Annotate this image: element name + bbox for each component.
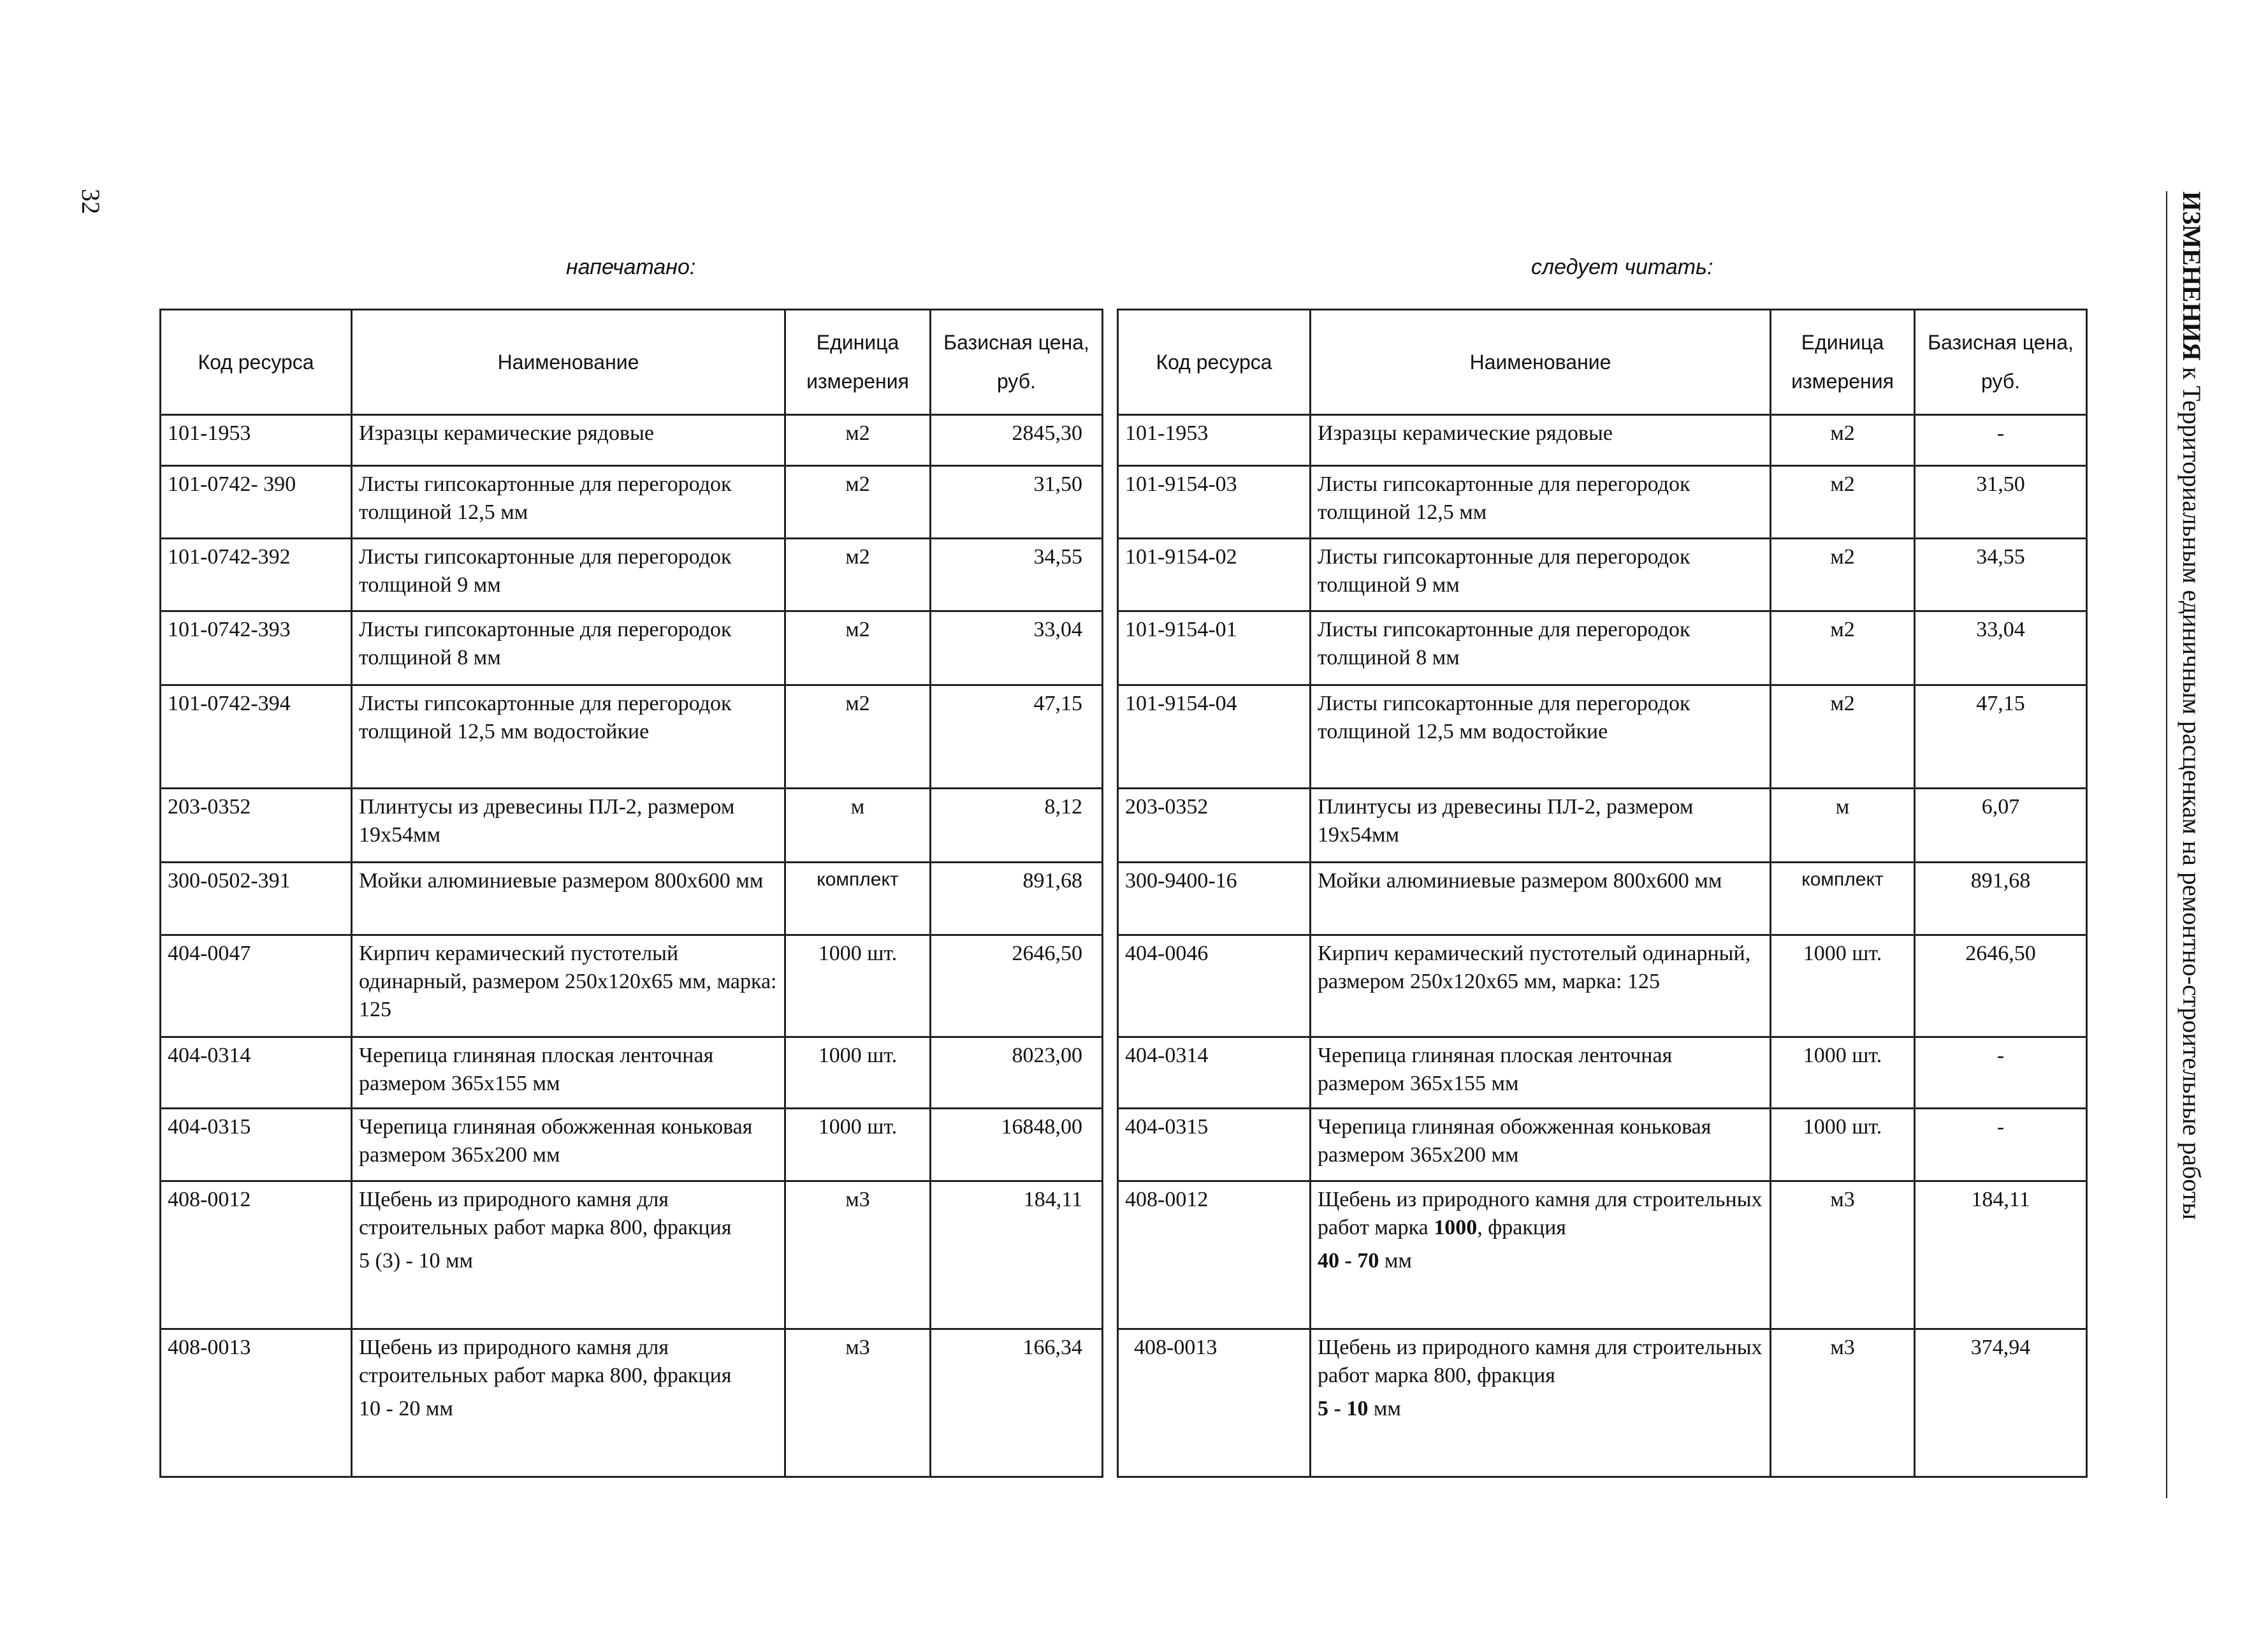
price-cell: 6,07	[1915, 789, 2087, 863]
name-cell: Листы гипсокартонные для перегородок толщиной 9 мм	[352, 539, 785, 611]
table-row	[1118, 1109, 2087, 1181]
unit-cell: комплект	[785, 863, 931, 935]
unit-cell: м2	[785, 415, 931, 466]
code-cell: 101-9154-04	[1118, 685, 1311, 789]
name-cell: Листы гипсокартонные для перегородок толщиной 8 мм	[1311, 611, 1771, 685]
header-price: Базисная цена, руб.	[931, 310, 1103, 415]
unit-cell: м2	[785, 611, 931, 685]
fraction-unit: мм	[1379, 1249, 1412, 1273]
header-name: Наименование	[352, 310, 785, 415]
price-cell: 16848,00	[931, 1109, 1103, 1181]
fraction-text: 10 - 20 мм	[359, 1397, 453, 1421]
price-cell: 891,68	[931, 863, 1103, 935]
unit-cell: м	[1771, 789, 1915, 863]
unit-cell: м2	[1771, 415, 1915, 466]
table-row	[161, 1181, 1103, 1329]
code-cell: 404-0047	[161, 935, 352, 1037]
running-header	[2177, 191, 2207, 1220]
unit-cell: м2	[1771, 611, 1915, 685]
unit-cell: м2	[785, 466, 931, 539]
running-header-text: к Территориальным единичным расценкам на ремонтно-строительные работы	[2177, 360, 2206, 1220]
price-cell: 166,34	[931, 1329, 1103, 1477]
code-cell: 404-0314	[161, 1037, 352, 1109]
unit-cell: 1000 шт.	[785, 1037, 931, 1109]
table-row	[1118, 863, 2087, 935]
table-row	[161, 685, 1103, 789]
name-cell: Кирпич керамический пустотелый одинарный, размером 250х120х65 мм, марка: 125	[352, 935, 785, 1037]
table-row	[161, 789, 1103, 863]
caption-printed: напечатано:	[566, 255, 696, 279]
table-row	[161, 415, 1103, 466]
unit-cell: м2	[1771, 685, 1915, 789]
fraction-text	[1318, 1395, 1763, 1423]
corrected-table	[1117, 309, 2088, 1478]
table-row	[1118, 539, 2087, 611]
name-cell: Кирпич керамический пустотелый одинарный, размером 250х120х65 мм, марка: 125	[1311, 935, 1771, 1037]
table-row	[1118, 466, 2087, 539]
fraction-unit: мм	[1368, 1397, 1401, 1421]
price-cell: 2646,50	[931, 935, 1103, 1037]
price-cell: -	[1915, 415, 2087, 466]
name-cell: Листы гипсокартонные для перегородок толщиной 9 мм	[1311, 539, 1771, 611]
unit-cell: м	[785, 789, 931, 863]
header-code: Код ресурса	[161, 310, 352, 415]
unit-cell: 1000 шт.	[1771, 935, 1915, 1037]
table-row	[161, 863, 1103, 935]
name-text-tail: , фракция	[1477, 1216, 1566, 1240]
price-cell: 31,50	[931, 466, 1103, 539]
name-cell: Черепица глиняная обожженная коньковая размером 365х200 мм	[352, 1109, 785, 1181]
name-cell	[1311, 1329, 1771, 1477]
table-header-row	[161, 310, 1103, 415]
name-cell: Черепица глиняная плоская ленточная размером 365х155 мм	[352, 1037, 785, 1109]
table-header-row	[1118, 310, 2087, 415]
unit-cell: м3	[1771, 1329, 1915, 1477]
unit-cell: 1000 шт.	[785, 1109, 931, 1181]
header-name: Наименование	[1311, 310, 1771, 415]
code-cell: 101-0742- 390	[161, 466, 352, 539]
fraction-value: 40 - 70	[1318, 1249, 1379, 1273]
price-cell: 8,12	[931, 789, 1103, 863]
name-cell: Черепица глиняная плоская ленточная размером 365х155 мм	[1311, 1037, 1771, 1109]
header-price: Базисная цена, руб.	[1915, 310, 2087, 415]
unit-cell: м2	[1771, 466, 1915, 539]
price-cell: 891,68	[1915, 863, 2087, 935]
unit-cell: 1000 шт.	[1771, 1109, 1915, 1181]
table-row	[161, 1109, 1103, 1181]
price-cell: 184,11	[1915, 1181, 2087, 1329]
fraction-text: 5 (3) - 10 мм	[359, 1249, 473, 1273]
table-row	[161, 611, 1103, 685]
running-header-bold: ИЗМЕНЕНИЯ	[2177, 191, 2206, 361]
name-cell: Изразцы керамические рядовые	[1311, 415, 1771, 466]
name-cell: Черепица глиняная обожженная коньковая размером 365х200 мм	[1311, 1109, 1771, 1181]
table-row	[1118, 935, 2087, 1037]
name-cell: Мойки алюминиевые размером 800х600 мм	[352, 863, 785, 935]
code-cell: 101-1953	[161, 415, 352, 466]
fraction-text	[1318, 1247, 1763, 1275]
page-number: 32	[76, 189, 105, 214]
name-cell	[1311, 1181, 1771, 1329]
table-row	[1118, 1329, 2087, 1477]
code-cell: 203-0352	[161, 789, 352, 863]
table-row	[161, 1329, 1103, 1477]
code-cell: 408-0013	[161, 1329, 352, 1477]
table-row	[1118, 1181, 2087, 1329]
code-cell: 300-9400-16	[1118, 863, 1311, 935]
price-cell: 2845,30	[931, 415, 1103, 466]
price-cell: 33,04	[1915, 611, 2087, 685]
unit-cell: м3	[1771, 1181, 1915, 1329]
code-cell: 404-0046	[1118, 935, 1311, 1037]
price-cell: 374,94	[1915, 1329, 2087, 1477]
table-row	[161, 1037, 1103, 1109]
code-cell: 101-0742-394	[161, 685, 352, 789]
name-cell: Листы гипсокартонные для перегородок толщиной 12,5 мм водостойкие	[1311, 685, 1771, 789]
name-cell: Плинтусы из древесины ПЛ-2, размером 19х54мм	[352, 789, 785, 863]
table-row	[1118, 611, 2087, 685]
caption-should-read: следует читать:	[1531, 255, 1713, 279]
name-cell: Изразцы керамические рядовые	[352, 415, 785, 466]
unit-cell: м2	[1771, 539, 1915, 611]
code-cell: 300-0502-391	[161, 863, 352, 935]
price-cell: 34,55	[1915, 539, 2087, 611]
table-row	[1118, 415, 2087, 466]
name-cell	[352, 1329, 785, 1477]
name-cell: Листы гипсокартонные для перегородок толщиной 12,5 мм	[1311, 466, 1771, 539]
price-cell: 34,55	[931, 539, 1103, 611]
code-cell: 101-0742-393	[161, 611, 352, 685]
unit-cell: 1000 шт.	[1771, 1037, 1915, 1109]
header-unit: Единица измерения	[1771, 310, 1915, 415]
header-unit: Единица измерения	[785, 310, 931, 415]
grade-highlight: 1000	[1434, 1216, 1478, 1240]
unit-cell: м2	[785, 539, 931, 611]
price-cell: 33,04	[931, 611, 1103, 685]
header-rule	[2166, 191, 2167, 1498]
name-cell: Листы гипсокартонные для перегородок толщиной 12,5 мм	[352, 466, 785, 539]
code-cell: 408-0012	[161, 1181, 352, 1329]
name-cell	[352, 1181, 785, 1329]
name-cell: Листы гипсокартонные для перегородок толщиной 12,5 мм водостойкие	[352, 685, 785, 789]
name-text: Щебень из природного камня для строительных работ марка 800, фракция	[359, 1336, 732, 1388]
table-row	[161, 539, 1103, 611]
table-row	[1118, 685, 2087, 789]
printed-table	[159, 309, 1103, 1478]
price-cell: -	[1915, 1037, 2087, 1109]
code-cell: 404-0314	[1118, 1037, 1311, 1109]
name-cell: Плинтусы из древесины ПЛ-2, размером 19х54мм	[1311, 789, 1771, 863]
table-row	[1118, 1037, 2087, 1109]
code-cell: 101-0742-392	[161, 539, 352, 611]
code-cell: 203-0352	[1118, 789, 1311, 863]
name-text: Щебень из природного камня для строительных работ марка	[1318, 1188, 1763, 1240]
unit-cell: комплект	[1771, 863, 1915, 935]
table-row	[161, 466, 1103, 539]
name-text: Щебень из природного камня для строительных работ марка 800, фракция	[359, 1188, 732, 1240]
code-cell: 404-0315	[1118, 1109, 1311, 1181]
code-cell: 101-9154-03	[1118, 466, 1311, 539]
unit-cell: м3	[785, 1181, 931, 1329]
name-cell: Листы гипсокартонные для перегородок толщиной 8 мм	[352, 611, 785, 685]
code-cell: 101-9154-01	[1118, 611, 1311, 685]
code-cell: 101-9154-02	[1118, 539, 1311, 611]
unit-cell: м3	[785, 1329, 931, 1477]
price-cell: -	[1915, 1109, 2087, 1181]
code-cell: 101-1953	[1118, 415, 1311, 466]
name-text: Щебень из природного камня для строительных работ марка 800, фракция	[1318, 1336, 1763, 1388]
price-cell: 47,15	[1915, 685, 2087, 789]
price-cell: 184,11	[931, 1181, 1103, 1329]
name-cell: Мойки алюминиевые размером 800х600 мм	[1311, 863, 1771, 935]
table-row	[1118, 789, 2087, 863]
price-cell: 31,50	[1915, 466, 2087, 539]
price-cell: 8023,00	[931, 1037, 1103, 1109]
unit-cell: м2	[785, 685, 931, 789]
table-row	[161, 935, 1103, 1037]
header-code: Код ресурса	[1118, 310, 1311, 415]
code-cell: 408-0013	[1118, 1329, 1311, 1477]
price-cell: 2646,50	[1915, 935, 2087, 1037]
price-cell: 47,15	[931, 685, 1103, 789]
code-cell: 404-0315	[161, 1109, 352, 1181]
unit-cell: 1000 шт.	[785, 935, 931, 1037]
code-cell: 408-0012	[1118, 1181, 1311, 1329]
fraction-value: 5 - 10	[1318, 1397, 1369, 1421]
